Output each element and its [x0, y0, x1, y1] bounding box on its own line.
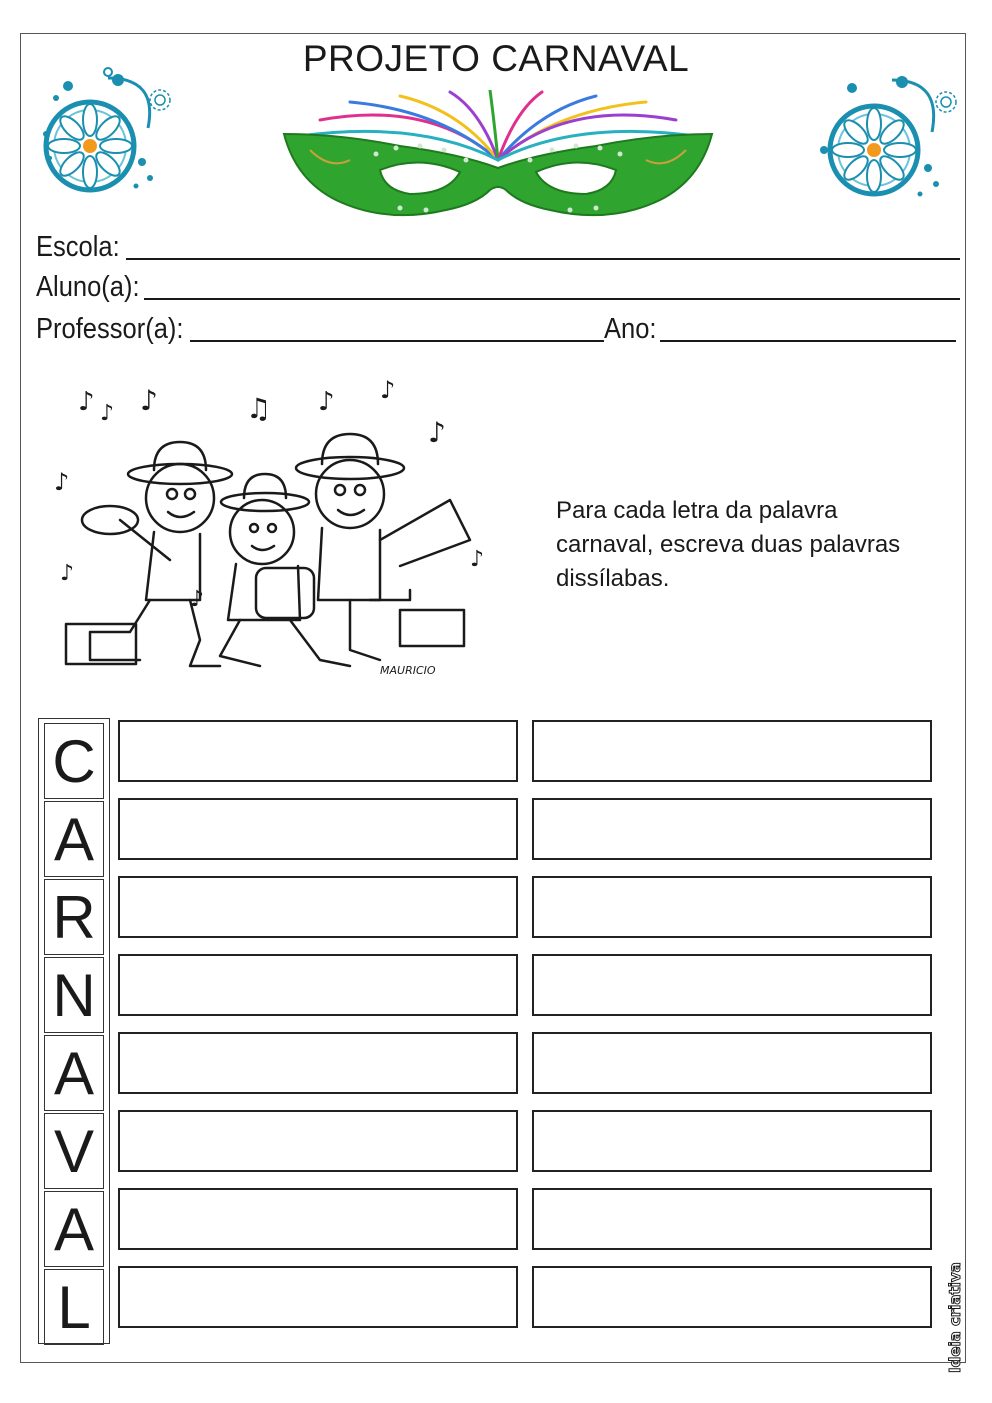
school-field[interactable]: [36, 222, 131, 262]
flower-ornament-left-icon: [38, 58, 178, 208]
teacher-label: Professor(a):: [36, 313, 184, 345]
svg-text:♪: ♪: [100, 401, 115, 426]
answer-box-n-1[interactable]: [118, 954, 518, 1016]
svg-text:♪: ♪: [60, 561, 75, 586]
school-line[interactable]: [126, 258, 960, 260]
teacher-line[interactable]: [190, 340, 604, 342]
answer-box-v-2[interactable]: [532, 1110, 932, 1172]
year-label: Ano:: [604, 313, 657, 345]
svg-text:♪: ♪: [140, 384, 158, 417]
letter-cell: N: [44, 957, 104, 1033]
answer-box-l-2[interactable]: [532, 1266, 932, 1328]
watermark-text: Ideia criativa: [946, 1262, 964, 1373]
letter-column: [38, 718, 110, 1344]
letter-cell: R: [44, 879, 104, 955]
musicians-illustration: [50, 370, 490, 680]
teacher-field[interactable]: [36, 304, 204, 344]
letter-cell: L: [44, 1269, 104, 1345]
answer-box-n-2[interactable]: [532, 954, 932, 1016]
artist-signature: MAURICIO: [380, 664, 436, 677]
svg-text:♫: ♫: [246, 392, 272, 425]
svg-text:♪: ♪: [54, 468, 70, 496]
year-field[interactable]: [604, 304, 664, 344]
letter-cell: A: [44, 801, 104, 877]
watermark: [936, 1225, 970, 1375]
letter-cell: V: [44, 1113, 104, 1189]
answer-box-l-1[interactable]: [118, 1266, 518, 1328]
letter-cell: C: [44, 723, 104, 799]
answer-box-r-2[interactable]: [532, 876, 932, 938]
answer-box-a-2[interactable]: [532, 798, 932, 860]
school-label: Escola:: [36, 231, 120, 263]
answer-box-a2-1[interactable]: [118, 1032, 518, 1094]
answer-box-c-1[interactable]: [118, 720, 518, 782]
svg-text:♪: ♪: [318, 387, 335, 417]
student-field[interactable]: [36, 262, 154, 302]
answer-box-c-2[interactable]: [532, 720, 932, 782]
answer-box-a2-2[interactable]: [532, 1032, 932, 1094]
student-label: Aluno(a):: [36, 271, 140, 303]
carnival-mask-icon: [280, 90, 716, 240]
letter-cell: A: [44, 1035, 104, 1111]
instruction-text: Para cada letra da palavra carnaval, escreva duas palavras dissílabas.: [556, 497, 901, 592]
svg-text:♪: ♪: [380, 376, 396, 404]
svg-text:♪: ♪: [428, 416, 446, 449]
svg-text:♪: ♪: [78, 387, 95, 417]
letter-cell: A: [44, 1191, 104, 1267]
year-line[interactable]: [660, 340, 956, 342]
answer-box-v-1[interactable]: [118, 1110, 518, 1172]
page-title: PROJETO CARNAVAL: [302, 38, 690, 79]
answer-box-a3-1[interactable]: [118, 1188, 518, 1250]
svg-text:♪: ♪: [470, 547, 485, 572]
student-line[interactable]: [144, 298, 960, 300]
answer-box-a-1[interactable]: [118, 798, 518, 860]
svg-text:♪: ♪: [190, 587, 205, 612]
answer-box-r-1[interactable]: [118, 876, 518, 938]
answer-box-a3-2[interactable]: [532, 1188, 932, 1250]
flower-ornament-right-icon: [812, 58, 962, 208]
